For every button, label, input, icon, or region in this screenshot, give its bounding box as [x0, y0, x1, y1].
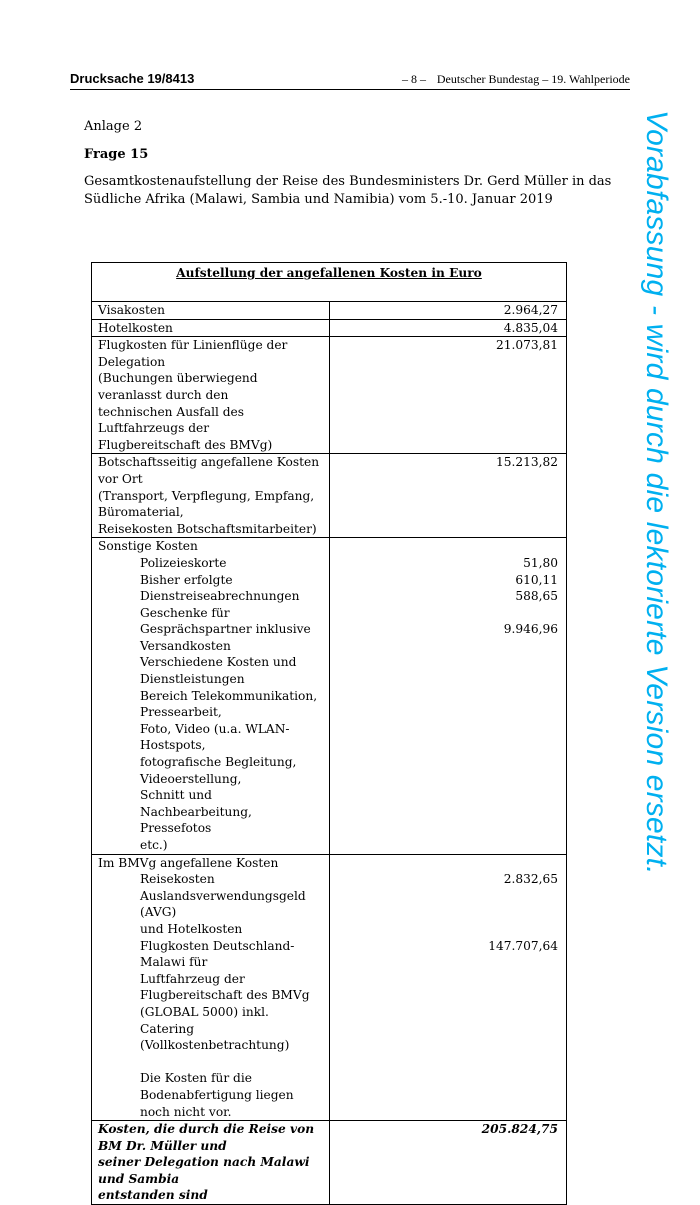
page-number: – 8 – [402, 72, 426, 86]
table-title: Aufstellung der angefallenen Kosten in Euro [92, 263, 567, 302]
table-row [92, 854, 567, 1121]
total-amount: 205.824,75 [329, 1121, 567, 1205]
flights-line: technischen Ausfall des Luftfahrzeugs der [98, 404, 245, 436]
embassy-amount: 15.213,82 [329, 454, 567, 538]
other-item-line: Bisher erfolgte Dienstreiseabrechnungen [140, 572, 300, 604]
other-costs-cell [92, 538, 330, 854]
total-row [92, 1121, 567, 1205]
parliament-period: Deutscher Bundestag – 19. Wahlperiode [436, 72, 630, 86]
police-escort-amount: 51,80 [523, 555, 558, 570]
embassy-label [92, 454, 330, 538]
bmvg-item-line: Luftfahrzeug der Flugbereitschaft des BMVg [140, 971, 310, 1003]
table-row [92, 319, 567, 337]
bmvg-note-line: Die Kosten für die Bodenabfertigung liegen [140, 1071, 294, 1102]
intro-line-1: Gesamtkostenaufstellung der Reise des Bundesministers Dr. Gerd Müller in das [84, 174, 612, 189]
flights-line: Flugkosten für Linienflüge der Delegation [98, 338, 288, 369]
intro-line-2: Südliche Afrika (Malawi, Sambia und Namibia) vom 5.-10. Januar 2019 [84, 192, 553, 207]
hotel-label: Hotelkosten [92, 319, 330, 337]
bmvg-costs-cell [92, 854, 330, 1121]
total-line: seiner Delegation nach Malawi und Sambia [98, 1155, 310, 1186]
page-header [70, 71, 630, 90]
other-item-line: Versandkosten [140, 638, 231, 653]
other-costs-amounts [329, 538, 567, 854]
visa-label: Visakosten [92, 302, 330, 320]
bmvg-item-line: (Vollkostenbetrachtung) [140, 1038, 290, 1053]
table-title-row [92, 263, 567, 302]
total-line: Kosten, die durch die Reise von BM Dr. Müller und [98, 1122, 315, 1153]
bmvg-item-line: (GLOBAL 5000) inkl. Catering [140, 1004, 269, 1036]
flights-label [92, 337, 330, 454]
bmvg-amounts [329, 854, 567, 1121]
other-item-line: Bereich Telekommunikation, Pressearbeit, [140, 688, 318, 720]
bmvg-item-line: Flugkosten Deutschland-Malawi für [140, 938, 295, 970]
flights-amount: 21.073,81 [329, 337, 567, 454]
bmvg-item-line: und Hotelkosten [140, 921, 243, 936]
bmvg-flight-amount: 147.707,64 [488, 938, 558, 953]
watermark-text: Vorabfassung - wird durch die lektorierte Version ersetzt. [640, 110, 673, 875]
total-label [92, 1121, 330, 1205]
other-item-line: Geschenke für Gesprächspartner inklusive [140, 605, 311, 637]
embassy-line: (Transport, Verpflegung, Empfang, Büromaterial, [98, 488, 315, 520]
other-item-line: Polizeieskorte [140, 555, 227, 570]
table-row [92, 454, 567, 538]
travel-settlement-amount: 610,11 [515, 572, 558, 587]
question-label: Frage 15 [84, 147, 149, 162]
flights-line: Flugbereitschaft des BMVg) [98, 437, 273, 452]
total-line: entstanden sind [98, 1188, 208, 1203]
other-item-line: Schnitt und Nachbearbeitung, Pressefotos [140, 788, 252, 836]
hotel-amount: 4.835,04 [329, 319, 567, 337]
table-row [92, 302, 567, 320]
other-item-line: fotografische Begleitung, Videoerstellung, [140, 755, 297, 786]
other-item-line: etc.) [140, 838, 168, 852]
other-item-line: Foto, Video (u.a. WLAN-Hostspots, [140, 721, 290, 753]
visa-amount: 2.964,27 [329, 302, 567, 320]
embassy-line: Reisekosten Botschaftsmitarbeiter) [98, 521, 317, 536]
other-item-line: Verschiedene Kosten und Dienstleistungen [140, 655, 297, 687]
cost-table [91, 262, 567, 1205]
bmvg-heading: Im BMVg angefallene Kosten [98, 855, 279, 870]
gifts-amount: 588,65 [515, 589, 558, 604]
services-amount: 9.946,96 [503, 622, 558, 637]
avg-amount: 2.832,65 [503, 872, 558, 887]
bmvg-note-line: noch nicht vor. [140, 1104, 232, 1119]
other-costs-heading: Sonstige Kosten [98, 539, 198, 554]
bmvg-item-line: Reisekosten Auslandsverwendungsgeld (AVG) [140, 872, 306, 920]
draft-watermark [615, 110, 700, 910]
embassy-line: Botschaftsseitig angefallene Kosten vor Ort [98, 455, 320, 486]
document-number: Drucksache 19/8413 [70, 71, 195, 86]
table-row [92, 337, 567, 454]
table-row [92, 538, 567, 854]
annex-label: Anlage 2 [84, 119, 143, 134]
flights-line: (Buchungen überwiegend veranlasst durch den [98, 371, 258, 402]
